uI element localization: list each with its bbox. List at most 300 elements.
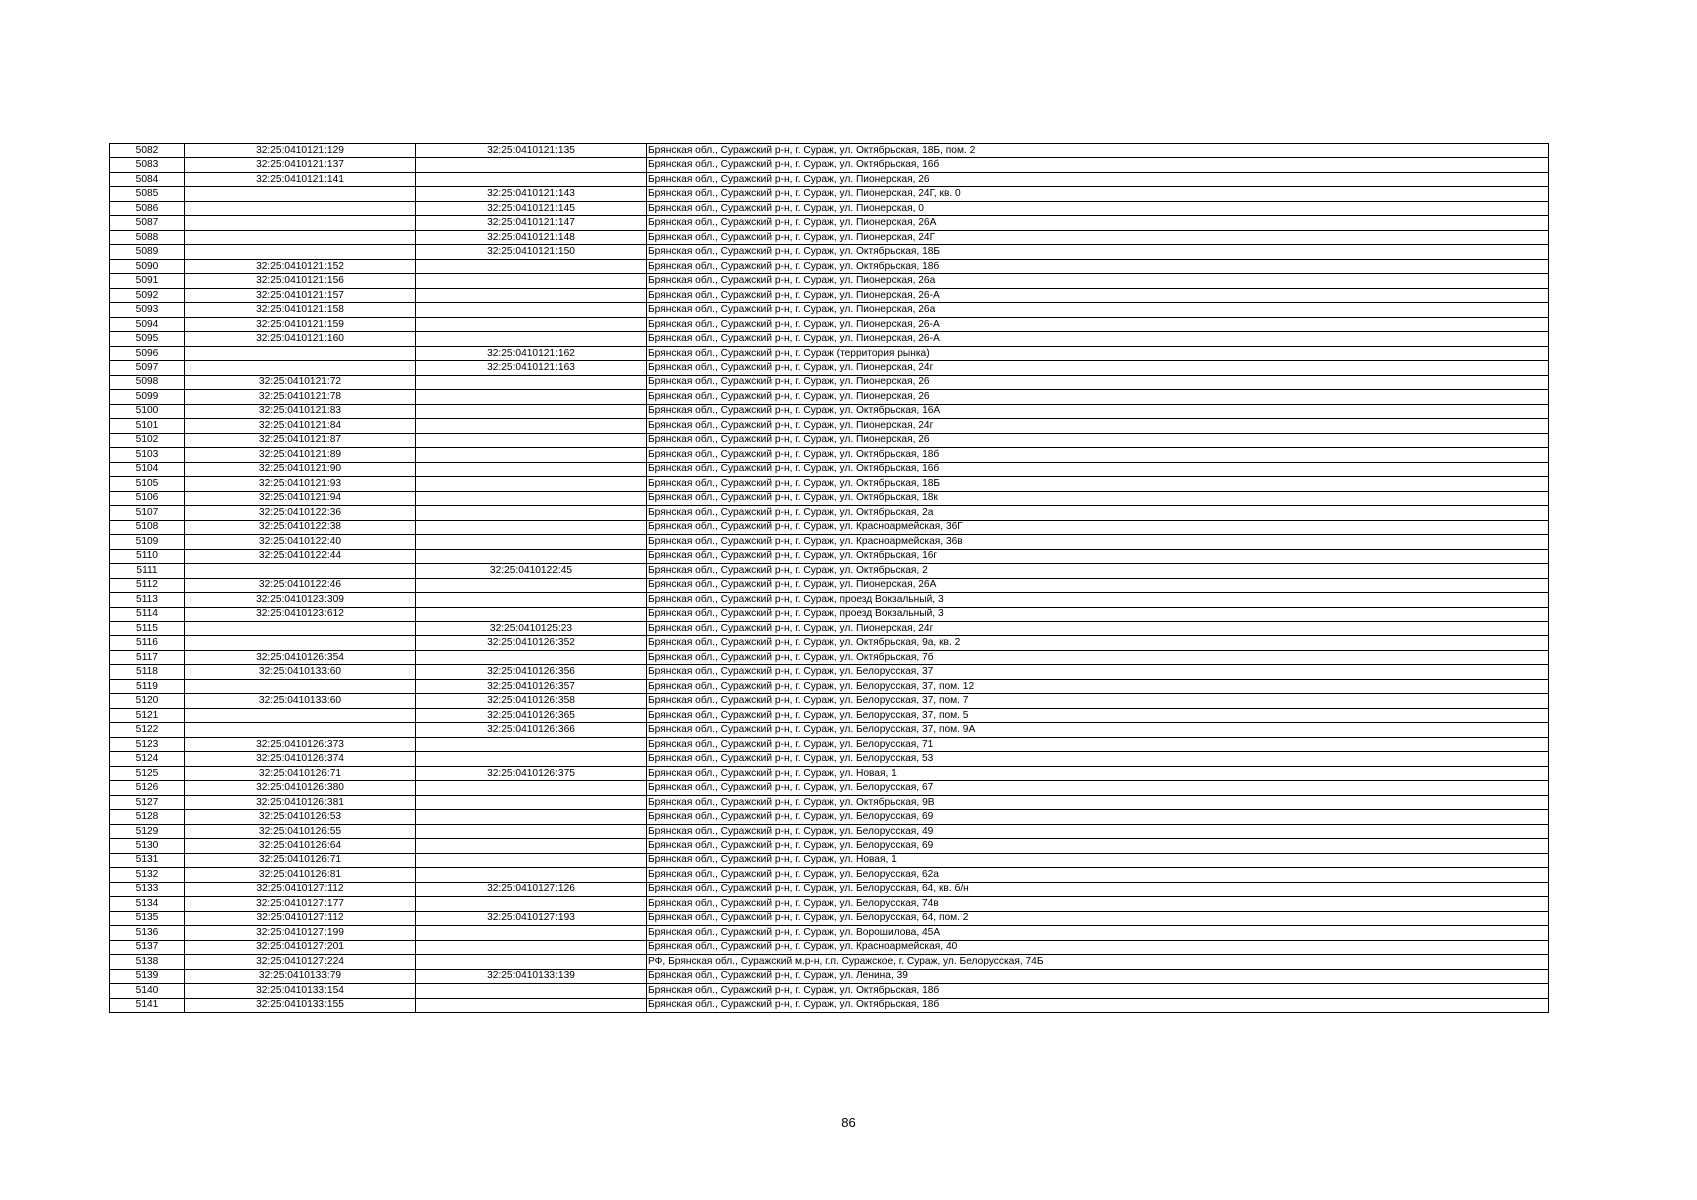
related-cadastral-number-cell bbox=[416, 795, 647, 809]
cadastral-number-cell: 32:25:0410121:158 bbox=[185, 303, 416, 317]
row-number-cell: 5108 bbox=[110, 520, 185, 534]
related-cadastral-number-cell bbox=[416, 477, 647, 491]
address-cell: Брянская обл., Суражский р-н, г. Сураж, ул. Красноармейская, 40 bbox=[647, 940, 1549, 954]
address-cell: Брянская обл., Суражский р-н, г. Сураж, ул. Пионерская, 26А bbox=[647, 578, 1549, 592]
address-cell: Брянская обл., Суражский р-н, г. Сураж (территория рынка) bbox=[647, 346, 1549, 360]
cadastral-number-cell: 32:25:0410121:93 bbox=[185, 477, 416, 491]
related-cadastral-number-cell: 32:25:0410121:150 bbox=[416, 245, 647, 259]
table-row bbox=[110, 564, 1549, 578]
cadastral-number-cell bbox=[185, 621, 416, 635]
cadastral-number-cell bbox=[185, 361, 416, 375]
table-row bbox=[110, 477, 1549, 491]
cadastral-number-cell bbox=[185, 564, 416, 578]
address-cell: Брянская обл., Суражский р-н, г. Сураж, ул. Пионерская, 26 bbox=[647, 172, 1549, 186]
related-cadastral-number-cell bbox=[416, 520, 647, 534]
row-number-cell: 5120 bbox=[110, 694, 185, 708]
table-row bbox=[110, 259, 1549, 273]
cadastral-number-cell: 32:25:0410126:64 bbox=[185, 839, 416, 853]
address-cell: Брянская обл., Суражский р-н, г. Сураж, ул. Белорусская, 69 bbox=[647, 810, 1549, 824]
address-cell: Брянская обл., Суражский р-н, г. Сураж, ул. Белорусская, 67 bbox=[647, 781, 1549, 795]
table-row bbox=[110, 911, 1549, 925]
table-row bbox=[110, 230, 1549, 244]
table-row bbox=[110, 824, 1549, 838]
address-cell: Брянская обл., Суражский р-н, г. Сураж, ул. Ленина, 39 bbox=[647, 969, 1549, 983]
cadastral-number-cell bbox=[185, 245, 416, 259]
related-cadastral-number-cell bbox=[416, 781, 647, 795]
related-cadastral-number-cell bbox=[416, 158, 647, 172]
address-cell: Брянская обл., Суражский р-н, г. Сураж, ул. Белорусская, 49 bbox=[647, 824, 1549, 838]
table-row bbox=[110, 375, 1549, 389]
cadastral-number-cell bbox=[185, 216, 416, 230]
address-cell: Брянская обл., Суражский р-н, г. Сураж, ул. Белорусская, 64, кв. б/н bbox=[647, 882, 1549, 896]
related-cadastral-number-cell bbox=[416, 259, 647, 273]
related-cadastral-number-cell: 32:25:0410126:365 bbox=[416, 708, 647, 722]
table-row bbox=[110, 448, 1549, 462]
row-number-cell: 5137 bbox=[110, 940, 185, 954]
table-row bbox=[110, 520, 1549, 534]
row-number-cell: 5104 bbox=[110, 462, 185, 476]
cadastral-number-cell: 32:25:0410127:112 bbox=[185, 911, 416, 925]
related-cadastral-number-cell bbox=[416, 897, 647, 911]
row-number-cell: 5093 bbox=[110, 303, 185, 317]
table-row bbox=[110, 288, 1549, 302]
related-cadastral-number-cell bbox=[416, 549, 647, 563]
table-row bbox=[110, 853, 1549, 867]
address-cell: Брянская обл., Суражский р-н, г. Сураж, ул. Пионерская, 26а bbox=[647, 274, 1549, 288]
row-number-cell: 5130 bbox=[110, 839, 185, 853]
table-row bbox=[110, 694, 1549, 708]
table-row bbox=[110, 390, 1549, 404]
row-number-cell: 5084 bbox=[110, 172, 185, 186]
cadastral-number-cell: 32:25:0410121:78 bbox=[185, 390, 416, 404]
related-cadastral-number-cell: 32:25:0410121:148 bbox=[416, 230, 647, 244]
cadastral-number-cell: 32:25:0410121:94 bbox=[185, 491, 416, 505]
cadastral-number-cell bbox=[185, 346, 416, 360]
related-cadastral-number-cell bbox=[416, 810, 647, 824]
related-cadastral-number-cell bbox=[416, 535, 647, 549]
table-row bbox=[110, 549, 1549, 563]
row-number-cell: 5103 bbox=[110, 448, 185, 462]
row-number-cell: 5116 bbox=[110, 636, 185, 650]
table-row bbox=[110, 404, 1549, 418]
row-number-cell: 5088 bbox=[110, 230, 185, 244]
table-row bbox=[110, 897, 1549, 911]
related-cadastral-number-cell: 32:25:0410126:357 bbox=[416, 679, 647, 693]
table-row bbox=[110, 593, 1549, 607]
table-row bbox=[110, 216, 1549, 230]
address-cell: Брянская обл., Суражский р-н, г. Сураж, ул. Новая, 1 bbox=[647, 853, 1549, 867]
row-number-cell: 5106 bbox=[110, 491, 185, 505]
table-row bbox=[110, 245, 1549, 259]
table-row bbox=[110, 810, 1549, 824]
cadastral-number-cell: 32:25:0410122:40 bbox=[185, 535, 416, 549]
table-row bbox=[110, 795, 1549, 809]
cadastral-number-cell: 32:25:0410121:152 bbox=[185, 259, 416, 273]
row-number-cell: 5085 bbox=[110, 187, 185, 201]
address-cell: Брянская обл., Суражский р-н, г. Сураж, ул. Ворошилова, 45А bbox=[647, 926, 1549, 940]
table-row bbox=[110, 737, 1549, 751]
cadastral-number-cell: 32:25:0410127:177 bbox=[185, 897, 416, 911]
related-cadastral-number-cell: 32:25:0410121:147 bbox=[416, 216, 647, 230]
page-number: 86 bbox=[841, 1115, 856, 1130]
row-number-cell: 5087 bbox=[110, 216, 185, 230]
row-number-cell: 5134 bbox=[110, 897, 185, 911]
related-cadastral-number-cell bbox=[416, 491, 647, 505]
row-number-cell: 5122 bbox=[110, 723, 185, 737]
cadastral-number-cell: 32:25:0410121:90 bbox=[185, 462, 416, 476]
related-cadastral-number-cell: 32:25:0410125:23 bbox=[416, 621, 647, 635]
table-row bbox=[110, 419, 1549, 433]
related-cadastral-number-cell: 32:25:0410122:45 bbox=[416, 564, 647, 578]
cadastral-number-cell: 32:25:0410133:155 bbox=[185, 998, 416, 1012]
table-row bbox=[110, 462, 1549, 476]
address-cell: Брянская обл., Суражский р-н, г. Сураж, ул. Белорусская, 37, пом. 9А bbox=[647, 723, 1549, 737]
row-number-cell: 5136 bbox=[110, 926, 185, 940]
cadastral-number-cell: 32:25:0410121:87 bbox=[185, 433, 416, 447]
table-row bbox=[110, 940, 1549, 954]
row-number-cell: 5124 bbox=[110, 752, 185, 766]
related-cadastral-number-cell bbox=[416, 824, 647, 838]
table-row bbox=[110, 158, 1549, 172]
address-cell: Брянская обл., Суражский р-н, г. Сураж, ул. Пионерская, 26 bbox=[647, 375, 1549, 389]
table-row bbox=[110, 621, 1549, 635]
row-number-cell: 5126 bbox=[110, 781, 185, 795]
row-number-cell: 5129 bbox=[110, 824, 185, 838]
cadastral-number-cell: 32:25:0410133:60 bbox=[185, 694, 416, 708]
row-number-cell: 5118 bbox=[110, 665, 185, 679]
table-row bbox=[110, 172, 1549, 186]
address-cell: Брянская обл., Суражский р-н, г. Сураж, ул. Белорусская, 69 bbox=[647, 839, 1549, 853]
table-row bbox=[110, 665, 1549, 679]
cadastral-number-cell: 32:25:0410126:55 bbox=[185, 824, 416, 838]
cadastral-number-cell bbox=[185, 708, 416, 722]
table-row bbox=[110, 491, 1549, 505]
related-cadastral-number-cell bbox=[416, 998, 647, 1012]
cadastral-number-cell: 32:25:0410121:156 bbox=[185, 274, 416, 288]
row-number-cell: 5101 bbox=[110, 419, 185, 433]
cadastral-number-cell: 32:25:0410121:89 bbox=[185, 448, 416, 462]
cadastral-number-cell: 32:25:0410133:79 bbox=[185, 969, 416, 983]
row-number-cell: 5125 bbox=[110, 766, 185, 780]
cadastral-number-cell: 32:25:0410122:44 bbox=[185, 549, 416, 563]
row-number-cell: 5128 bbox=[110, 810, 185, 824]
address-cell: Брянская обл., Суражский р-н, г. Сураж, ул. Пионерская, 24г bbox=[647, 419, 1549, 433]
row-number-cell: 5111 bbox=[110, 564, 185, 578]
address-cell: Брянская обл., Суражский р-н, г. Сураж, ул. Октябрьская, 18б bbox=[647, 259, 1549, 273]
related-cadastral-number-cell bbox=[416, 955, 647, 969]
table-row bbox=[110, 781, 1549, 795]
related-cadastral-number-cell: 32:25:0410121:143 bbox=[416, 187, 647, 201]
table-row bbox=[110, 433, 1549, 447]
table-row bbox=[110, 187, 1549, 201]
related-cadastral-number-cell: 32:25:0410126:356 bbox=[416, 665, 647, 679]
address-cell: Брянская обл., Суражский р-н, г. Сураж, ул. Белорусская, 37, пом. 7 bbox=[647, 694, 1549, 708]
address-cell: РФ, Брянская обл., Суражский м.р-н, г.п. Суражское, г. Сураж, ул. Белорусская, 74Б bbox=[647, 955, 1549, 969]
row-number-cell: 5115 bbox=[110, 621, 185, 635]
address-cell: Брянская обл., Суражский р-н, г. Сураж, ул. Белорусская, 62а bbox=[647, 868, 1549, 882]
row-number-cell: 5138 bbox=[110, 955, 185, 969]
table-row bbox=[110, 361, 1549, 375]
table-row bbox=[110, 998, 1549, 1012]
row-number-cell: 5095 bbox=[110, 332, 185, 346]
cadastral-number-cell bbox=[185, 679, 416, 693]
address-cell: Брянская обл., Суражский р-н, г. Сураж, ул. Октябрьская, 18б bbox=[647, 984, 1549, 998]
related-cadastral-number-cell bbox=[416, 593, 647, 607]
row-number-cell: 5105 bbox=[110, 477, 185, 491]
address-cell: Брянская обл., Суражский р-н, г. Сураж, ул. Белорусская, 37, пом. 12 bbox=[647, 679, 1549, 693]
address-cell: Брянская обл., Суражский р-н, г. Сураж, ул. Пионерская, 24г bbox=[647, 361, 1549, 375]
address-cell: Брянская обл., Суражский р-н, г. Сураж, ул. Белорусская, 37 bbox=[647, 665, 1549, 679]
address-cell: Брянская обл., Суражский р-н, г. Сураж, проезд Вокзальный, 3 bbox=[647, 607, 1549, 621]
cadastral-number-cell: 32:25:0410126:374 bbox=[185, 752, 416, 766]
address-cell: Брянская обл., Суражский р-н, г. Сураж, ул. Октябрьская, 16б bbox=[647, 158, 1549, 172]
row-number-cell: 5090 bbox=[110, 259, 185, 273]
cadastral-number-cell: 32:25:0410126:354 bbox=[185, 650, 416, 664]
table-row bbox=[110, 839, 1549, 853]
related-cadastral-number-cell bbox=[416, 839, 647, 853]
cadastral-number-cell: 32:25:0410127:201 bbox=[185, 940, 416, 954]
related-cadastral-number-cell bbox=[416, 462, 647, 476]
row-number-cell: 5109 bbox=[110, 535, 185, 549]
cadastral-number-cell: 32:25:0410123:309 bbox=[185, 593, 416, 607]
related-cadastral-number-cell: 32:25:0410121:145 bbox=[416, 201, 647, 215]
address-cell: Брянская обл., Суражский р-н, г. Сураж, ул. Октябрьская, 18Б, пом. 2 bbox=[647, 144, 1549, 158]
cadastral-number-cell: 32:25:0410126:373 bbox=[185, 737, 416, 751]
table-row bbox=[110, 926, 1549, 940]
table-row bbox=[110, 274, 1549, 288]
cadastral-number-cell bbox=[185, 201, 416, 215]
row-number-cell: 5102 bbox=[110, 433, 185, 447]
related-cadastral-number-cell bbox=[416, 375, 647, 389]
address-cell: Брянская обл., Суражский р-н, г. Сураж, ул. Октябрьская, 16б bbox=[647, 462, 1549, 476]
table-row bbox=[110, 535, 1549, 549]
related-cadastral-number-cell bbox=[416, 274, 647, 288]
address-cell: Брянская обл., Суражский р-н, г. Сураж, ул. Октябрьская, 9В bbox=[647, 795, 1549, 809]
row-number-cell: 5114 bbox=[110, 607, 185, 621]
related-cadastral-number-cell bbox=[416, 332, 647, 346]
related-cadastral-number-cell bbox=[416, 868, 647, 882]
table-row bbox=[110, 723, 1549, 737]
address-cell: Брянская обл., Суражский р-н, г. Сураж, ул. Белорусская, 74в bbox=[647, 897, 1549, 911]
address-cell: Брянская обл., Суражский р-н, г. Сураж, ул. Красноармейская, 36в bbox=[647, 535, 1549, 549]
cadastral-number-cell: 32:25:0410133:60 bbox=[185, 665, 416, 679]
address-cell: Брянская обл., Суражский р-н, г. Сураж, проезд Вокзальный, 3 bbox=[647, 593, 1549, 607]
row-number-cell: 5082 bbox=[110, 144, 185, 158]
address-cell: Брянская обл., Суражский р-н, г. Сураж, ул. Пионерская, 26А bbox=[647, 216, 1549, 230]
row-number-cell: 5123 bbox=[110, 737, 185, 751]
table-row bbox=[110, 969, 1549, 983]
cadastral-number-cell: 32:25:0410121:141 bbox=[185, 172, 416, 186]
related-cadastral-number-cell: 32:25:0410133:139 bbox=[416, 969, 647, 983]
address-cell: Брянская обл., Суражский р-н, г. Сураж, ул. Пионерская, 24Г, кв. 0 bbox=[647, 187, 1549, 201]
address-cell: Брянская обл., Суражский р-н, г. Сураж, ул. Белорусская, 53 bbox=[647, 752, 1549, 766]
table-row bbox=[110, 955, 1549, 969]
related-cadastral-number-cell bbox=[416, 404, 647, 418]
related-cadastral-number-cell: 32:25:0410126:358 bbox=[416, 694, 647, 708]
cadastral-number-cell: 32:25:0410121:160 bbox=[185, 332, 416, 346]
cadastral-number-cell: 32:25:0410127:199 bbox=[185, 926, 416, 940]
cadastral-number-cell: 32:25:0410126:71 bbox=[185, 853, 416, 867]
cadastral-number-cell: 32:25:0410133:154 bbox=[185, 984, 416, 998]
cadastral-number-cell: 32:25:0410121:84 bbox=[185, 419, 416, 433]
cadastral-number-cell: 32:25:0410122:38 bbox=[185, 520, 416, 534]
address-cell: Брянская обл., Суражский р-н, г. Сураж, ул. Новая, 1 bbox=[647, 766, 1549, 780]
related-cadastral-number-cell bbox=[416, 172, 647, 186]
cadastral-number-cell: 32:25:0410126:381 bbox=[185, 795, 416, 809]
table-row bbox=[110, 578, 1549, 592]
cadastral-number-cell: 32:25:0410121:157 bbox=[185, 288, 416, 302]
related-cadastral-number-cell bbox=[416, 853, 647, 867]
address-cell: Брянская обл., Суражский р-н, г. Сураж, ул. Пионерская, 26 bbox=[647, 433, 1549, 447]
cadastral-number-cell: 32:25:0410121:159 bbox=[185, 317, 416, 331]
cadastral-number-cell: 32:25:0410126:71 bbox=[185, 766, 416, 780]
row-number-cell: 5132 bbox=[110, 868, 185, 882]
related-cadastral-number-cell: 32:25:0410126:366 bbox=[416, 723, 647, 737]
cadastral-number-cell: 32:25:0410126:380 bbox=[185, 781, 416, 795]
table-row bbox=[110, 882, 1549, 896]
address-cell: Брянская обл., Суражский р-н, г. Сураж, ул. Пионерская, 24г bbox=[647, 621, 1549, 635]
cadastral-number-cell: 32:25:0410123:612 bbox=[185, 607, 416, 621]
row-number-cell: 5119 bbox=[110, 679, 185, 693]
data-table bbox=[109, 143, 1549, 1013]
address-cell: Брянская обл., Суражский р-н, г. Сураж, ул. Пионерская, 24Г bbox=[647, 230, 1549, 244]
cadastral-number-cell: 32:25:0410126:53 bbox=[185, 810, 416, 824]
row-number-cell: 5133 bbox=[110, 882, 185, 896]
address-cell: Брянская обл., Суражский р-н, г. Сураж, ул. Белорусская, 71 bbox=[647, 737, 1549, 751]
related-cadastral-number-cell bbox=[416, 288, 647, 302]
table-body bbox=[110, 144, 1549, 1013]
related-cadastral-number-cell: 32:25:0410126:375 bbox=[416, 766, 647, 780]
related-cadastral-number-cell bbox=[416, 303, 647, 317]
table-row bbox=[110, 868, 1549, 882]
related-cadastral-number-cell bbox=[416, 607, 647, 621]
address-cell: Брянская обл., Суражский р-н, г. Сураж, ул. Пионерская, 0 bbox=[647, 201, 1549, 215]
row-number-cell: 5127 bbox=[110, 795, 185, 809]
row-number-cell: 5100 bbox=[110, 404, 185, 418]
cadastral-number-cell bbox=[185, 187, 416, 201]
table-row bbox=[110, 708, 1549, 722]
address-cell: Брянская обл., Суражский р-н, г. Сураж, ул. Пионерская, 26 bbox=[647, 390, 1549, 404]
related-cadastral-number-cell bbox=[416, 433, 647, 447]
cadastral-number-cell: 32:25:0410122:36 bbox=[185, 506, 416, 520]
table-row bbox=[110, 332, 1549, 346]
cadastral-number-cell: 32:25:0410121:72 bbox=[185, 375, 416, 389]
table-row bbox=[110, 506, 1549, 520]
table-row bbox=[110, 752, 1549, 766]
address-cell: Брянская обл., Суражский р-н, г. Сураж, ул. Октябрьская, 16г bbox=[647, 549, 1549, 563]
cadastral-number-cell: 32:25:0410122:46 bbox=[185, 578, 416, 592]
cadastral-number-cell: 32:25:0410127:224 bbox=[185, 955, 416, 969]
related-cadastral-number-cell: 32:25:0410126:352 bbox=[416, 636, 647, 650]
address-cell: Брянская обл., Суражский р-н, г. Сураж, ул. Октябрьская, 18Б bbox=[647, 477, 1549, 491]
row-number-cell: 5083 bbox=[110, 158, 185, 172]
table-row bbox=[110, 636, 1549, 650]
row-number-cell: 5112 bbox=[110, 578, 185, 592]
table-row bbox=[110, 679, 1549, 693]
row-number-cell: 5096 bbox=[110, 346, 185, 360]
address-cell: Брянская обл., Суражский р-н, г. Сураж, ул. Октябрьская, 18к bbox=[647, 491, 1549, 505]
table-row bbox=[110, 984, 1549, 998]
address-cell: Брянская обл., Суражский р-н, г. Сураж, ул. Пионерская, 26-А bbox=[647, 317, 1549, 331]
row-number-cell: 5131 bbox=[110, 853, 185, 867]
row-number-cell: 5113 bbox=[110, 593, 185, 607]
row-number-cell: 5086 bbox=[110, 201, 185, 215]
cadastral-number-cell: 32:25:0410121:83 bbox=[185, 404, 416, 418]
related-cadastral-number-cell bbox=[416, 390, 647, 404]
row-number-cell: 5089 bbox=[110, 245, 185, 259]
row-number-cell: 5097 bbox=[110, 361, 185, 375]
related-cadastral-number-cell bbox=[416, 984, 647, 998]
row-number-cell: 5121 bbox=[110, 708, 185, 722]
table-row bbox=[110, 766, 1549, 780]
table-row bbox=[110, 607, 1549, 621]
related-cadastral-number-cell bbox=[416, 650, 647, 664]
address-cell: Брянская обл., Суражский р-н, г. Сураж, ул. Октябрьская, 2а bbox=[647, 506, 1549, 520]
related-cadastral-number-cell: 32:25:0410127:126 bbox=[416, 882, 647, 896]
related-cadastral-number-cell: 32:25:0410121:162 bbox=[416, 346, 647, 360]
row-number-cell: 5098 bbox=[110, 375, 185, 389]
address-cell: Брянская обл., Суражский р-н, г. Сураж, ул. Октябрьская, 2 bbox=[647, 564, 1549, 578]
address-cell: Брянская обл., Суражский р-н, г. Сураж, ул. Октябрьская, 18Б bbox=[647, 245, 1549, 259]
related-cadastral-number-cell: 32:25:0410121:135 bbox=[416, 144, 647, 158]
address-cell: Брянская обл., Суражский р-н, г. Сураж, ул. Белорусская, 64, пом. 2 bbox=[647, 911, 1549, 925]
row-number-cell: 5141 bbox=[110, 998, 185, 1012]
related-cadastral-number-cell: 32:25:0410121:163 bbox=[416, 361, 647, 375]
cadastral-number-cell: 32:25:0410121:129 bbox=[185, 144, 416, 158]
address-cell: Брянская обл., Суражский р-н, г. Сураж, ул. Октябрьская, 7б bbox=[647, 650, 1549, 664]
row-number-cell: 5107 bbox=[110, 506, 185, 520]
address-cell: Брянская обл., Суражский р-н, г. Сураж, ул. Октябрьская, 9а, кв. 2 bbox=[647, 636, 1549, 650]
row-number-cell: 5139 bbox=[110, 969, 185, 983]
cadastral-number-cell: 32:25:0410127:112 bbox=[185, 882, 416, 896]
address-cell: Брянская обл., Суражский р-н, г. Сураж, ул. Октябрьская, 18б bbox=[647, 998, 1549, 1012]
table-row bbox=[110, 303, 1549, 317]
address-cell: Брянская обл., Суражский р-н, г. Сураж, ул. Белорусская, 37, пом. 5 bbox=[647, 708, 1549, 722]
related-cadastral-number-cell bbox=[416, 752, 647, 766]
related-cadastral-number-cell bbox=[416, 926, 647, 940]
row-number-cell: 5140 bbox=[110, 984, 185, 998]
row-number-cell: 5091 bbox=[110, 274, 185, 288]
related-cadastral-number-cell bbox=[416, 506, 647, 520]
address-cell: Брянская обл., Суражский р-н, г. Сураж, ул. Октябрьская, 16А bbox=[647, 404, 1549, 418]
row-number-cell: 5135 bbox=[110, 911, 185, 925]
row-number-cell: 5117 bbox=[110, 650, 185, 664]
address-cell: Брянская обл., Суражский р-н, г. Сураж, ул. Пионерская, 26а bbox=[647, 303, 1549, 317]
row-number-cell: 5094 bbox=[110, 317, 185, 331]
cadastral-number-cell bbox=[185, 723, 416, 737]
address-cell: Брянская обл., Суражский р-н, г. Сураж, ул. Октябрьская, 18б bbox=[647, 448, 1549, 462]
cadastral-number-cell bbox=[185, 230, 416, 244]
table-row bbox=[110, 201, 1549, 215]
cadastral-number-cell bbox=[185, 636, 416, 650]
related-cadastral-number-cell bbox=[416, 317, 647, 331]
address-cell: Брянская обл., Суражский р-н, г. Сураж, ул. Красноармейская, 36Г bbox=[647, 520, 1549, 534]
related-cadastral-number-cell bbox=[416, 448, 647, 462]
related-cadastral-number-cell bbox=[416, 419, 647, 433]
row-number-cell: 5099 bbox=[110, 390, 185, 404]
address-cell: Брянская обл., Суражский р-н, г. Сураж, ул. Пионерская, 26-А bbox=[647, 332, 1549, 346]
address-cell: Брянская обл., Суражский р-н, г. Сураж, ул. Пионерская, 26-А bbox=[647, 288, 1549, 302]
related-cadastral-number-cell bbox=[416, 578, 647, 592]
related-cadastral-number-cell bbox=[416, 737, 647, 751]
table-row bbox=[110, 317, 1549, 331]
table-row bbox=[110, 144, 1549, 158]
row-number-cell: 5110 bbox=[110, 549, 185, 563]
cadastral-number-cell: 32:25:0410121:137 bbox=[185, 158, 416, 172]
related-cadastral-number-cell bbox=[416, 940, 647, 954]
cadastral-number-cell: 32:25:0410126:81 bbox=[185, 868, 416, 882]
related-cadastral-number-cell: 32:25:0410127:193 bbox=[416, 911, 647, 925]
